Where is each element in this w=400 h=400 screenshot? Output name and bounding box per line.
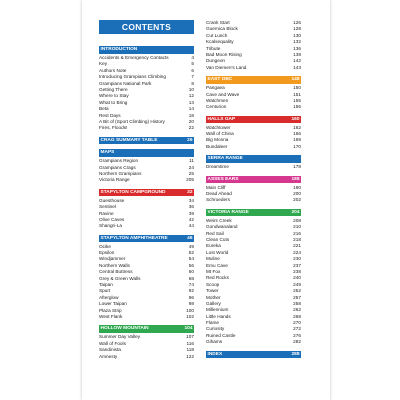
entry-name: Lower Taipan — [99, 301, 127, 307]
entry-name: Northern Walls — [99, 262, 130, 268]
entry-name: Eureka — [206, 243, 221, 249]
entry-name: Ravine — [99, 210, 114, 216]
entry-page: 224 — [293, 249, 301, 255]
entry-name: Dead Ahead — [206, 191, 232, 197]
entry-name: Bad Moon Rising — [206, 51, 242, 57]
contents-page — [82, 0, 330, 400]
entry-name: Crank Start — [206, 20, 230, 25]
entry-page: 11 — [189, 158, 194, 164]
entry-name: Tower — [206, 288, 219, 294]
entry-page: 44 — [188, 223, 194, 229]
entry-name: Lost World — [206, 249, 229, 255]
entry-page: 221 — [293, 243, 301, 249]
section-page: 188 — [291, 176, 300, 182]
entry-name: Tribute — [206, 45, 221, 51]
section-title: STAPYLTON AMPHITHEATRE — [100, 235, 168, 241]
entry-name: Millennium — [206, 307, 229, 313]
entry-name: Gallery — [206, 300, 221, 306]
entry-name: Victoria Range — [99, 177, 130, 183]
entry-page: 268 — [293, 313, 301, 319]
section-victoria-range — [206, 209, 301, 346]
section-title: INDEX — [207, 351, 223, 357]
entry-page: 42 — [188, 216, 194, 222]
entry-page: 122 — [186, 353, 194, 359]
entry-name: Muline — [206, 256, 220, 262]
entry-name: Weirs Creek — [206, 217, 232, 223]
toc-entry — [206, 164, 301, 170]
entry-name: Sandinista — [99, 347, 121, 353]
contents-title: CONTENTS — [99, 20, 194, 34]
section-title: SERRA RANGE — [207, 156, 243, 162]
entry-name: Shangri-La — [99, 223, 122, 229]
entry-name: Taipan — [99, 282, 113, 288]
section-header — [206, 351, 301, 359]
entry-name: Mt Fox — [206, 268, 221, 274]
entry-page: 8 — [191, 80, 194, 86]
entry-name: Red Rocks — [206, 275, 229, 281]
entry-page: 116 — [186, 340, 194, 346]
entry-page: 237 — [293, 262, 301, 268]
entry-name: Authors Note — [99, 67, 127, 73]
right-sections — [206, 20, 301, 358]
section-title: MAPS — [100, 150, 115, 156]
entry-name: Grampians Region — [99, 158, 139, 164]
left-column — [99, 20, 194, 365]
section-page: 160 — [291, 116, 300, 122]
entry-page: 208 — [293, 217, 301, 223]
section-page: 288 — [291, 351, 300, 357]
section-header — [99, 137, 194, 145]
section-serra-range — [206, 155, 301, 170]
section-stapylton-campground — [99, 189, 194, 230]
entry-page: 252 — [293, 288, 301, 294]
entry-page: 39 — [188, 210, 194, 216]
section-header — [99, 189, 194, 197]
section-title: CRAG SUMMARY TABLE — [100, 137, 158, 143]
section-header — [206, 176, 301, 184]
section-header — [206, 209, 301, 217]
entry-name: Scoop — [206, 281, 220, 287]
section-stapylton-amphitheatre — [99, 235, 194, 321]
entry-name: Grey & Green Walls — [99, 275, 141, 281]
entry-page: 240 — [293, 275, 301, 281]
entry-page: 230 — [293, 256, 301, 262]
entry-page: 49 — [188, 243, 194, 249]
entry-page: 202 — [293, 197, 301, 203]
entry-name: Dreamtime — [206, 164, 229, 170]
section-hollow-mountain — [99, 325, 194, 360]
entry-page: 118 — [186, 347, 194, 353]
entry-page: 150 — [293, 85, 301, 91]
entry-name: Wall of Fools — [99, 340, 126, 346]
entry-name: Cave and Wave — [206, 91, 240, 97]
entry-page: 25 — [188, 170, 194, 176]
entry-page: 126 — [293, 20, 301, 25]
entry-page: 20 — [188, 118, 194, 124]
entry-page: 56 — [188, 262, 194, 268]
entry-name: Emu Cave — [206, 262, 228, 268]
toc-entry — [99, 177, 194, 183]
toc-entry — [206, 104, 301, 110]
entry-name: Wall of China — [206, 131, 234, 137]
entry-page: 169 — [293, 137, 301, 143]
entry-name: Van Diemen's Land — [206, 64, 247, 70]
entry-name: Accidents & Emergency Contacts — [99, 55, 169, 60]
entry-name: Epsilon — [99, 250, 115, 256]
toc-entry — [206, 197, 301, 203]
entry-name: Plaza Strip — [99, 307, 122, 313]
entry-name: What to Bring — [99, 99, 128, 105]
section-title: ASSES EARS — [207, 176, 239, 182]
entry-name: Beta — [99, 106, 109, 112]
section-page: 148 — [291, 77, 300, 83]
entry-name: Introducing Grampians Climbing — [99, 74, 166, 80]
entry-name: Watchmen — [206, 97, 229, 103]
section-page: 104 — [184, 326, 193, 332]
entry-page: 128 — [293, 26, 301, 32]
entry-name: Cut Lunch — [206, 32, 228, 38]
section-title: STAPYLTON CAMPGROUND — [100, 189, 166, 195]
entry-page: 200 — [293, 191, 301, 197]
toc-entry — [99, 223, 194, 229]
entry-name: A Bit of (Sport Climbing) History — [99, 118, 165, 124]
entry-page: 130 — [293, 32, 301, 38]
entry-name: Northern Grampians — [99, 170, 142, 176]
entry-page: 155 — [293, 97, 301, 103]
entry-name: Gihams — [206, 339, 223, 345]
entry-name: Clean Cuts — [206, 236, 230, 242]
entry-page: 7 — [191, 74, 194, 80]
entry-name: Rest Days — [99, 112, 121, 118]
entry-name: Bundaleer — [206, 143, 228, 149]
entry-name: Ruined Castle — [206, 332, 236, 338]
entry-page: 60 — [188, 269, 194, 275]
entry-page: 132 — [293, 39, 301, 45]
entry-name: Little Hands — [206, 313, 231, 319]
entry-page: 178 — [293, 164, 301, 170]
entry-page: 257 — [293, 294, 301, 300]
entry-page: 6 — [191, 67, 194, 73]
entry-page: 190 — [293, 184, 301, 190]
section-page: 204 — [291, 209, 300, 215]
left-sections — [99, 46, 194, 360]
entry-page: 170 — [293, 143, 301, 149]
section-continued — [206, 20, 301, 71]
entry-name: Key — [99, 61, 108, 67]
toc-entry — [206, 144, 301, 150]
entry-name: Getting There — [99, 86, 128, 92]
entry-page: 218 — [293, 236, 301, 242]
entry-page: 205 — [186, 177, 194, 183]
section-halls-gap — [206, 116, 301, 151]
entry-page: 13 — [188, 99, 194, 105]
entry-name: Olive Caves — [99, 216, 125, 222]
entry-page: 12 — [188, 93, 194, 99]
entry-page: 272 — [293, 326, 301, 332]
entry-name: Curiosity — [206, 326, 225, 332]
toc-entry — [99, 354, 194, 360]
entry-name: Watchtower — [206, 124, 231, 130]
entry-name: Grampians National Park — [99, 80, 152, 86]
right-column — [206, 20, 301, 363]
entry-name: Mother — [206, 294, 221, 300]
entry-name: Flame — [206, 320, 220, 326]
entry-name: Summer Day Valley — [99, 334, 141, 340]
entry-page: 96 — [188, 294, 194, 300]
entry-name: Gondwanaland — [206, 224, 238, 230]
entry-page: 151 — [293, 91, 301, 97]
entry-page: 52 — [188, 250, 194, 256]
entry-page: 249 — [293, 281, 301, 287]
entry-page: 10 — [188, 86, 194, 92]
section-title: INTRODUCTION — [100, 47, 138, 52]
entry-name: Centurion — [206, 104, 227, 110]
entry-name: Guesthouse — [99, 197, 125, 203]
entry-page: 4 — [191, 55, 194, 60]
entry-page: 92 — [188, 288, 194, 294]
entry-page: 34 — [188, 197, 194, 203]
section-title: EAST OBC — [207, 77, 233, 83]
section-introduction — [99, 46, 194, 132]
entry-page: 14 — [188, 106, 194, 112]
entry-name: Pangaea — [206, 85, 225, 91]
section-header — [206, 76, 301, 84]
entry-page: 262 — [293, 307, 301, 313]
entry-page: 102 — [186, 314, 194, 319]
section-maps — [99, 149, 194, 184]
entry-name: Main Cliff — [206, 184, 226, 190]
section-header — [99, 46, 194, 54]
toc-entry — [206, 65, 301, 71]
entry-page: 282 — [293, 339, 301, 345]
entry-name: Guernica Block — [206, 26, 238, 32]
entry-page: 258 — [293, 300, 301, 306]
entry-name: Red Sail — [206, 230, 224, 236]
entry-page: 24 — [188, 164, 194, 170]
section-page: 32 — [187, 189, 193, 195]
section-title: VICTORIA RANGE — [207, 209, 249, 215]
section-page: 46 — [187, 235, 193, 241]
toc-entry — [99, 125, 194, 131]
section-title: HOLLOW MOUNTAIN — [100, 326, 149, 332]
entry-page: 166 — [293, 131, 301, 137]
section-header — [206, 155, 301, 163]
entry-name: Schroeders — [206, 197, 230, 203]
entry-page: 210 — [293, 224, 301, 230]
entry-name: Spurt — [99, 288, 111, 294]
entry-page: 162 — [293, 124, 301, 130]
entry-page: 74 — [188, 282, 194, 288]
entry-page: 238 — [293, 268, 301, 274]
section-page: 26 — [187, 137, 193, 143]
entry-name: Dungeon — [206, 58, 226, 64]
section-east-obc — [206, 76, 301, 111]
entry-page: 36 — [188, 204, 194, 210]
toc-entry — [99, 314, 194, 320]
entry-page: 136 — [293, 45, 301, 51]
entry-name: Sentinel — [99, 204, 116, 210]
entry-page: 54 — [188, 256, 194, 262]
section-header — [99, 325, 194, 333]
entry-name: Grampians Crags — [99, 164, 136, 170]
entry-page: 68 — [188, 275, 194, 281]
entry-page: 143 — [293, 64, 301, 70]
entry-name: Fires, Floods! — [99, 125, 128, 131]
entry-page: 156 — [293, 104, 301, 110]
section-header — [206, 116, 301, 124]
entry-page: 18 — [188, 112, 194, 118]
entry-name: West Flank — [99, 314, 123, 319]
entry-page: 216 — [293, 230, 301, 236]
entry-name: Ocike — [99, 243, 111, 249]
entry-name: Amnesty — [99, 353, 118, 359]
section-header — [99, 149, 194, 157]
section-title: HALLS GAP — [207, 116, 236, 122]
section-index — [206, 351, 301, 359]
section-asses-ears — [206, 176, 301, 204]
entry-name: Windjammer — [99, 256, 126, 262]
entry-page: 276 — [293, 332, 301, 338]
entry-name: Kcalsequality — [206, 39, 234, 45]
entry-name: Afterglow — [99, 294, 119, 300]
entry-page: 98 — [188, 301, 194, 307]
entry-page: 142 — [293, 58, 301, 64]
entry-page: 270 — [293, 320, 301, 326]
entry-page: 107 — [186, 334, 194, 340]
entry-page: 138 — [293, 51, 301, 57]
entry-name: Where to Stay — [99, 93, 129, 99]
section-header — [99, 235, 194, 243]
entry-page: 5 — [191, 61, 194, 67]
entry-name: Big Monna — [206, 137, 229, 143]
toc-entry — [206, 339, 301, 345]
entry-name: Central Buttress — [99, 269, 133, 275]
entry-page: 100 — [186, 307, 194, 313]
section-crag-summary-table — [99, 137, 194, 145]
entry-page: 22 — [188, 125, 194, 131]
